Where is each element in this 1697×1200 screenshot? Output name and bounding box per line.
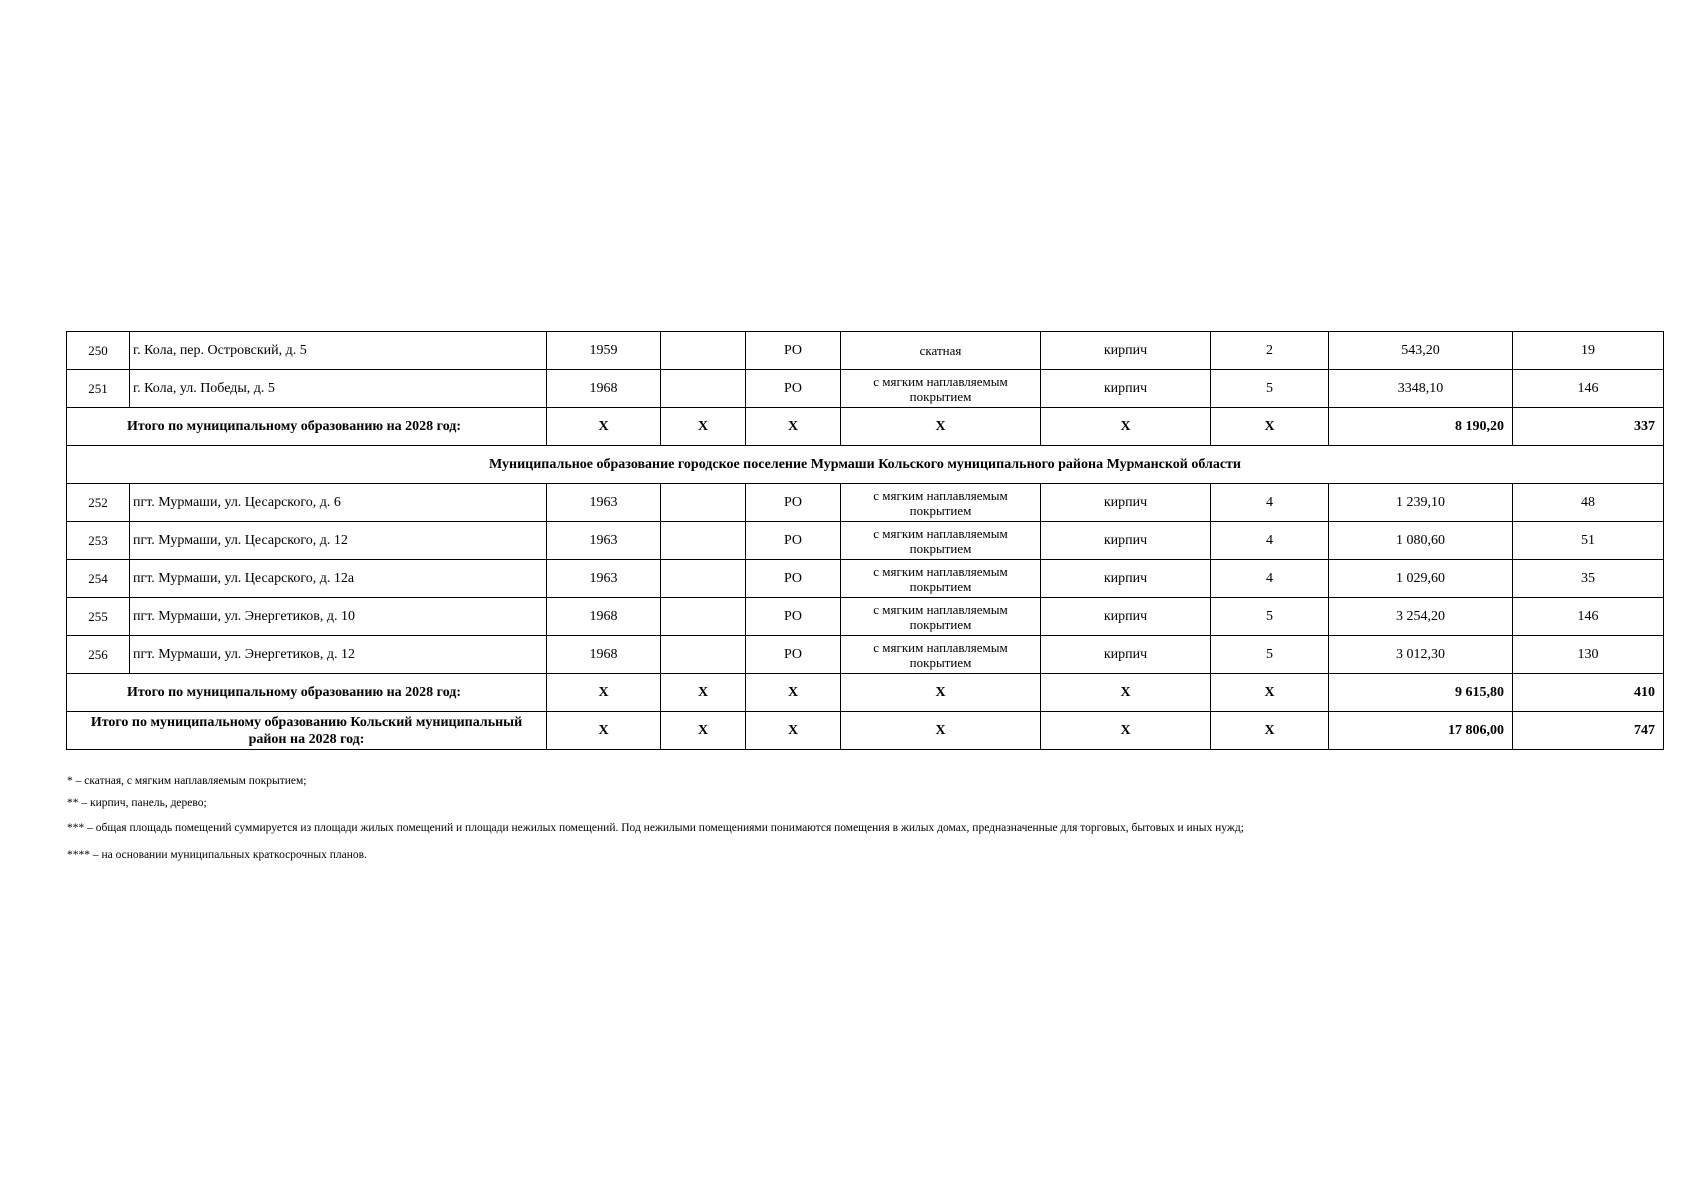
row-number: 255: [67, 598, 130, 636]
walls-cell: кирпич: [1041, 484, 1211, 522]
total-area: 17 806,00: [1329, 712, 1513, 750]
row-number: 253: [67, 522, 130, 560]
method-cell: РО: [746, 370, 841, 408]
x-mark: Х: [746, 712, 841, 750]
method-cell: РО: [746, 484, 841, 522]
method-cell: РО: [746, 598, 841, 636]
x-mark: Х: [1041, 674, 1211, 712]
walls-cell: кирпич: [1041, 560, 1211, 598]
floors-cell: 4: [1211, 560, 1329, 598]
x-mark: Х: [746, 674, 841, 712]
area-cell: 1 080,60: [1329, 522, 1513, 560]
address-cell: пгт. Мурмаши, ул. Цесарского, д. 12: [130, 522, 547, 560]
residents-cell: 146: [1513, 598, 1664, 636]
extra-cell: [661, 636, 746, 674]
total-area: 9 615,80: [1329, 674, 1513, 712]
area-cell: 1 239,10: [1329, 484, 1513, 522]
area-cell: 3 254,20: [1329, 598, 1513, 636]
walls-cell: кирпич: [1041, 370, 1211, 408]
roof-cell: с мягким наплавляемым покрытием: [841, 598, 1041, 636]
x-mark: Х: [547, 674, 661, 712]
residents-cell: 19: [1513, 332, 1664, 370]
extra-cell: [661, 598, 746, 636]
extra-cell: [661, 484, 746, 522]
table-row: [67, 636, 1664, 674]
extra-cell: [661, 332, 746, 370]
table-row: [67, 370, 1664, 408]
x-mark: Х: [547, 408, 661, 446]
year-cell: 1968: [547, 370, 661, 408]
walls-cell: кирпич: [1041, 598, 1211, 636]
year-cell: 1963: [547, 484, 661, 522]
x-mark: Х: [661, 712, 746, 750]
address-cell: пгт. Мурмаши, ул. Энергетиков, д. 12: [130, 636, 547, 674]
area-cell: 543,20: [1329, 332, 1513, 370]
total-residents: 747: [1513, 712, 1664, 750]
address-cell: пгт. Мурмаши, ул. Цесарского, д. 6: [130, 484, 547, 522]
footnote-source: **** – на основании муниципальных краткосрочных планов.: [67, 849, 367, 861]
walls-cell: кирпич: [1041, 332, 1211, 370]
extra-cell: [661, 522, 746, 560]
area-cell: 3 012,30: [1329, 636, 1513, 674]
total-row-kola: [67, 408, 1664, 446]
total-area: 8 190,20: [1329, 408, 1513, 446]
address-cell: г. Кола, ул. Победы, д. 5: [130, 370, 547, 408]
total-residents: 410: [1513, 674, 1664, 712]
address-cell: пгт. Мурмаши, ул. Цесарского, д. 12а: [130, 560, 547, 598]
row-number: 252: [67, 484, 130, 522]
year-cell: 1959: [547, 332, 661, 370]
floors-cell: 2: [1211, 332, 1329, 370]
section-title: Муниципальное образование городское поселение Мурмаши Кольского муниципального района Мурманской области: [67, 446, 1664, 484]
footnotes: [67, 774, 1627, 862]
roof-cell: с мягким наплавляемым покрытием: [841, 636, 1041, 674]
method-cell: РО: [746, 522, 841, 560]
row-number: 251: [67, 370, 130, 408]
area-cell: 1 029,60: [1329, 560, 1513, 598]
x-mark: Х: [841, 674, 1041, 712]
residents-cell: 146: [1513, 370, 1664, 408]
walls-cell: кирпич: [1041, 636, 1211, 674]
row-number: 250: [67, 332, 130, 370]
row-number: 254: [67, 560, 130, 598]
roof-cell: с мягким наплавляемым покрытием: [841, 560, 1041, 598]
total-row-district: [67, 712, 1664, 750]
total-label: Итого по муниципальному образованию на 2028 год:: [67, 674, 547, 712]
residents-cell: 51: [1513, 522, 1664, 560]
x-mark: Х: [1211, 408, 1329, 446]
footnote-walls: ** – кирпич, панель, дерево;: [67, 797, 207, 809]
total-label: Итого по муниципальному образованию на 2028 год:: [67, 408, 547, 446]
table-row: [67, 560, 1664, 598]
year-cell: 1968: [547, 636, 661, 674]
table-row: [67, 484, 1664, 522]
x-mark: Х: [1041, 712, 1211, 750]
total-row-murmashi: [67, 674, 1664, 712]
section-header-row: [67, 446, 1664, 484]
method-cell: РО: [746, 560, 841, 598]
address-cell: г. Кола, пер. Островский, д. 5: [130, 332, 547, 370]
residents-cell: 130: [1513, 636, 1664, 674]
table-row: [67, 522, 1664, 560]
x-mark: Х: [841, 712, 1041, 750]
residents-cell: 48: [1513, 484, 1664, 522]
x-mark: Х: [1211, 712, 1329, 750]
row-number: 256: [67, 636, 130, 674]
year-cell: 1963: [547, 560, 661, 598]
method-cell: РО: [746, 636, 841, 674]
district-total-label: Итого по муниципальному образованию Кольский муниципальный район на 2028 год:: [67, 712, 547, 750]
x-mark: Х: [661, 408, 746, 446]
floors-cell: 4: [1211, 484, 1329, 522]
footnote-roof: * – скатная, с мягким наплавляемым покрытием;: [67, 775, 307, 787]
residents-cell: 35: [1513, 560, 1664, 598]
floors-cell: 5: [1211, 370, 1329, 408]
extra-cell: [661, 560, 746, 598]
table-row: [67, 598, 1664, 636]
housing-registry-table: [66, 331, 1664, 750]
total-residents: 337: [1513, 408, 1664, 446]
roof-cell: с мягким наплавляемым покрытием: [841, 522, 1041, 560]
x-mark: Х: [1211, 674, 1329, 712]
method-cell: РО: [746, 332, 841, 370]
walls-cell: кирпич: [1041, 522, 1211, 560]
address-cell: пгт. Мурмаши, ул. Энергетиков, д. 10: [130, 598, 547, 636]
floors-cell: 5: [1211, 636, 1329, 674]
year-cell: 1963: [547, 522, 661, 560]
roof-cell: с мягким наплавляемым покрытием: [841, 484, 1041, 522]
x-mark: Х: [661, 674, 746, 712]
area-cell: 3348,10: [1329, 370, 1513, 408]
floors-cell: 5: [1211, 598, 1329, 636]
roof-cell: с мягким наплавляемым покрытием: [841, 370, 1041, 408]
x-mark: Х: [547, 712, 661, 750]
x-mark: Х: [1041, 408, 1211, 446]
x-mark: Х: [746, 408, 841, 446]
extra-cell: [661, 370, 746, 408]
table-row: [67, 332, 1664, 370]
year-cell: 1968: [547, 598, 661, 636]
x-mark: Х: [841, 408, 1041, 446]
floors-cell: 4: [1211, 522, 1329, 560]
roof-cell: скатная: [841, 332, 1041, 370]
footnote-area: *** – общая площадь помещений суммируется из площади жилых помещений и площади нежилых помещений. Под нежилыми помещениями понимаются помещения в жилых домах, предназначенные для торговых, бытовых и иных нужд;: [67, 822, 1244, 834]
